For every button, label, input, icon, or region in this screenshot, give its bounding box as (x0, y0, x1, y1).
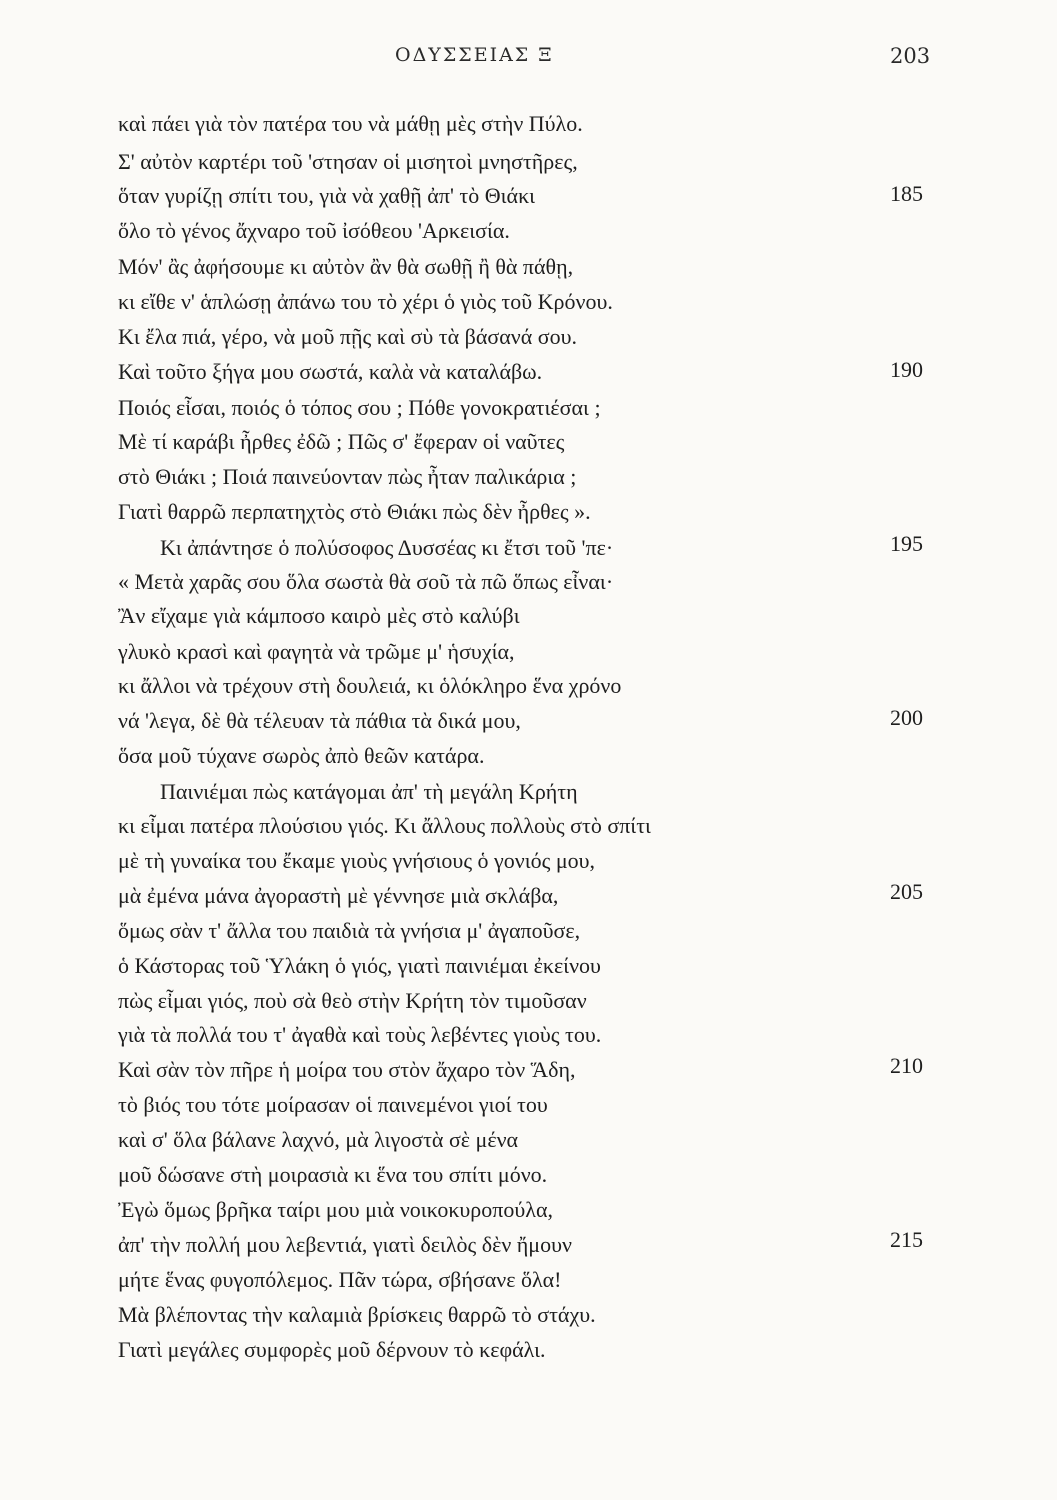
verse-line: ὅλο τὸ γένος ἄχναρο τοῦ ἰσόθεου 'Αρκεισία. (118, 218, 510, 243)
verse-line: Γιατὶ θαρρῶ περπατηχτὸς στὸ Θιάκι πὼς δὲν ἦρθες ». (118, 499, 591, 524)
verse-line: Καὶ τοῦτο ξήγα μου σωστά, καλὰ νὰ καταλάβω. (118, 359, 543, 384)
line-number: 205 (890, 879, 923, 904)
verse-line: Ποιός εἶσαι, ποιός ὁ τόπος σου ; Πόθε γονοκρατιέσαι ; (118, 395, 601, 420)
verse-line: Γιατὶ μεγάλες συμφορὲς μοῦ δέρνουν τὸ κεφάλι. (118, 1337, 546, 1362)
verse-line: μοῦ δώσανε στὴ μοιρασιὰ κι ἕνα του σπίτι μόνο. (118, 1162, 548, 1187)
running-header: ΟΔΥΣΣΕΙΑΣ Ξ (395, 44, 554, 66)
line-number: 190 (890, 357, 923, 382)
line-number: 215 (890, 1227, 923, 1252)
verse-line: στὸ Θιάκι ; Ποιά παινεύονταν πὼς ἦταν παλικάρια ; (118, 464, 577, 489)
verse-line: Μὲ τί καράβι ἦρθες ἐδῶ ; Πῶς σ' ἔφεραν οἱ ναῦτες (118, 429, 565, 454)
verse-line: μὰ ἐμένα μάνα ἀγοραστὴ μὲ γέννησε μιὰ σκλάβα, (118, 883, 559, 908)
verse-line: καὶ πάει γιὰ τὸν πατέρα του νὰ μάθῃ μὲς στὴν Πύλο. (118, 111, 583, 136)
verse-line: Ἐγὼ ὅμως βρῆκα ταίρι μου μιὰ νοικοκυροπούλα, (118, 1197, 553, 1222)
verse-line: Μόν' ἂς ἀφήσουμε κι αὐτὸν ἂν θὰ σωθῇ ἢ θὰ πάθῃ, (118, 254, 574, 279)
verse-line: « Μετὰ χαρᾶς σου ὅλα σωστὰ θὰ σοῦ τὰ πῶ ὅπως εἶναι· (118, 569, 614, 594)
verse-line: ὅμως σὰν τ' ἄλλα του παιδιὰ τὰ γνήσια μ' ἀγαποῦσε, (118, 918, 581, 943)
verse-line: ὁ Κάστορας τοῦ Ὑλάκη ὁ γιός, γιατὶ παινιέμαι ἐκείνου (118, 953, 601, 978)
verse-line: ἀπ' τὴν πολλή μου λεβεντιά, γιατὶ δειλὸς δὲν ἤμουν (118, 1232, 572, 1257)
verse-line: καὶ σ' ὅλα βάλανε λαχνό, μὰ λιγοστὰ σὲ μένα (118, 1127, 519, 1152)
line-number: 185 (890, 181, 923, 206)
line-number: 200 (890, 705, 923, 730)
verse-line: ὅσα μοῦ τύχανε σωρὸς ἀπὸ θεῶν κατάρα. (118, 743, 485, 768)
verse-line: πὼς εἶμαι γιός, ποὺ σὰ θεὸ στὴν Κρήτη τὸν τιμοῦσαν (118, 988, 587, 1013)
verse-line: Κι ἔλα πιά, γέρο, νὰ μοῦ πῇς καὶ σὺ τὰ βάσανά σου. (118, 324, 578, 349)
line-number: 210 (890, 1053, 923, 1078)
verse-line: μήτε ἕνας φυγοπόλεμος. Πᾶν τώρα, σβήσανε ὅλα! (118, 1267, 562, 1292)
verse-line: τὸ βιός του τότε μοίρασαν οἱ παινεμένοι γιοί του (118, 1092, 548, 1117)
verse-line: Μὰ βλέποντας τὴν καλαμιὰ βρίσκεις θαρρῶ τὸ στάχυ. (118, 1302, 596, 1327)
line-number: 195 (890, 531, 923, 556)
verse-line: κι εἴθε ν' ἁπλώσῃ ἀπάνω του τὸ χέρι ὁ γιὸς τοῦ Κρόνου. (118, 289, 613, 314)
verse-line: γιὰ τὰ πολλά του τ' ἀγαθὰ καὶ τοὺς λεβέντες γιοὺς του. (118, 1022, 602, 1047)
verse-line: κι εἶμαι πατέρα πλούσιου γιός. Κι ἄλλους πολλοὺς στὸ σπίτι (118, 813, 651, 838)
verse-line: Κι ἀπάντησε ὁ πολύσοφος Δυσσέας κι ἔτσι τοῦ 'πε· (160, 535, 614, 560)
verse-line: ὅταν γυρίζῃ σπίτι του, γιὰ νὰ χαθῇ ἀπ' τὸ Θιάκι (118, 183, 536, 208)
verse-line: νά 'λεγα, δὲ θὰ τέλευαν τὰ πάθια τὰ δικά μου, (118, 708, 521, 733)
verse-line: Σ' αὐτὸν καρτέρι τοῦ 'στησαν οἱ μισητοὶ μνηστῆρες, (118, 149, 578, 174)
verse-line: γλυκὸ κρασὶ καὶ φαγητὰ νὰ τρῶμε μ' ἡσυχία, (118, 639, 515, 664)
verse-line: Παινιέμαι πὼς κατάγομαι ἀπ' τὴ μεγάλη Κρήτη (160, 779, 578, 804)
verse-line: μὲ τὴ γυναίκα του ἔκαμε γιοὺς γνήσιους ὁ γονιός μου, (118, 848, 596, 873)
verse-line: Καὶ σὰν τὸν πῆρε ἡ μοίρα του στὸν ἄχαρο τὸν Ἅδη, (118, 1057, 576, 1082)
verse-line: κι ἄλλοι νὰ τρέχουν στὴ δουλειά, κι ὁλόκληρο ἕνα χρόνο (118, 673, 622, 698)
verse-line: Ἂν εἴχαμε γιὰ κάμποσο καιρὸ μὲς στὸ καλύβι (118, 603, 520, 628)
page-number: 203 (890, 44, 931, 68)
